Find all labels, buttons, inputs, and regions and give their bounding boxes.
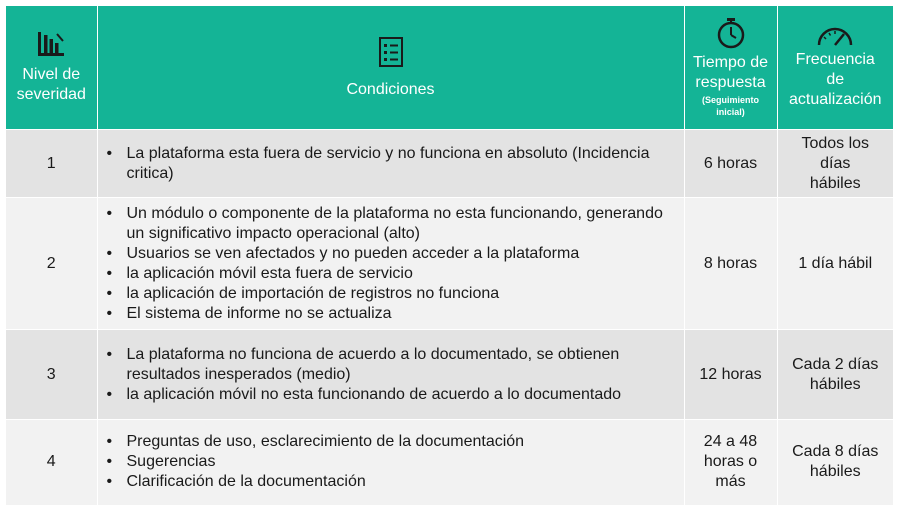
response-time: 6 horas xyxy=(684,130,777,198)
condition-item: • La plataforma esta fuera de servicio y no funciona en absoluto (Incidencia critica) xyxy=(106,144,664,184)
update-frequency: Cada 8 días hábiles xyxy=(777,420,893,505)
conditions-list xyxy=(106,345,664,405)
response-time: 8 horas xyxy=(684,198,777,330)
response-time: 24 a 48 horas o más xyxy=(684,420,777,505)
stopwatch-icon xyxy=(716,17,746,49)
severity-level: 3 xyxy=(6,330,97,420)
conditions-cell xyxy=(97,420,684,505)
table-row xyxy=(6,420,893,505)
severity-header-line2: severidad xyxy=(16,85,86,103)
conditions-list xyxy=(106,432,664,492)
condition-item: • Clarificación de la documentación xyxy=(106,472,664,492)
response-header-note: (Seguimiento inicial) xyxy=(701,95,759,117)
condition-item: • Sugerencias xyxy=(106,452,664,472)
conditions-list xyxy=(106,144,664,184)
response-header-line1: Tiempo de xyxy=(693,54,768,71)
gauge-icon xyxy=(816,25,854,47)
frequency-header-line2: de xyxy=(826,71,845,88)
response-header xyxy=(684,6,777,130)
severity-level: 1 xyxy=(6,130,97,198)
severity-header-line1: Nivel de xyxy=(22,65,81,83)
conditions-cell xyxy=(97,198,684,330)
conditions-header-label: Condiciones xyxy=(346,80,435,98)
condition-item: • La plataforma no funciona de acuerdo a lo documentado, se obtienen resultados inesperados (medio) xyxy=(106,345,664,385)
table-row xyxy=(6,198,893,330)
conditions-cell xyxy=(97,330,684,420)
frequency-header-line1: Frecuencia xyxy=(795,51,875,68)
condition-item: • la aplicación móvil esta fuera de servicio xyxy=(106,264,664,284)
severity-header xyxy=(6,6,97,130)
condition-item: • la aplicación móvil no esta funcionando de acuerdo a lo documentado xyxy=(106,385,664,405)
conditions-cell xyxy=(97,130,684,198)
conditions-header xyxy=(97,6,684,130)
condition-item: • Usuarios se ven afectados y no pueden acceder a la plataforma xyxy=(106,244,664,264)
condition-item: • la aplicación de importación de registros no funciona xyxy=(106,284,664,304)
table-header-row xyxy=(6,6,893,130)
bar-chart-icon xyxy=(37,31,65,57)
checklist-icon xyxy=(378,36,404,68)
update-frequency: Todos los días hábiles xyxy=(777,130,893,198)
conditions-list xyxy=(106,204,664,324)
condition-item: • Un módulo o componente de la plataforma no esta funcionando, generando un significativo impacto operacional (alto) xyxy=(106,204,664,244)
table-row xyxy=(6,130,893,198)
condition-item: • El sistema de informe no se actualiza xyxy=(106,304,664,324)
response-header-line2: respuesta xyxy=(695,74,766,91)
table-row xyxy=(6,330,893,420)
update-frequency: 1 día hábil xyxy=(777,198,893,330)
update-frequency: Cada 2 días hábiles xyxy=(777,330,893,420)
severity-level: 4 xyxy=(6,420,97,505)
response-time: 12 horas xyxy=(684,330,777,420)
frequency-header-line3: actualización xyxy=(789,91,882,108)
severity-level: 2 xyxy=(6,198,97,330)
severity-table xyxy=(6,6,893,505)
condition-item: • Preguntas de uso, esclarecimiento de la documentación xyxy=(106,432,664,452)
frequency-header xyxy=(777,6,893,130)
